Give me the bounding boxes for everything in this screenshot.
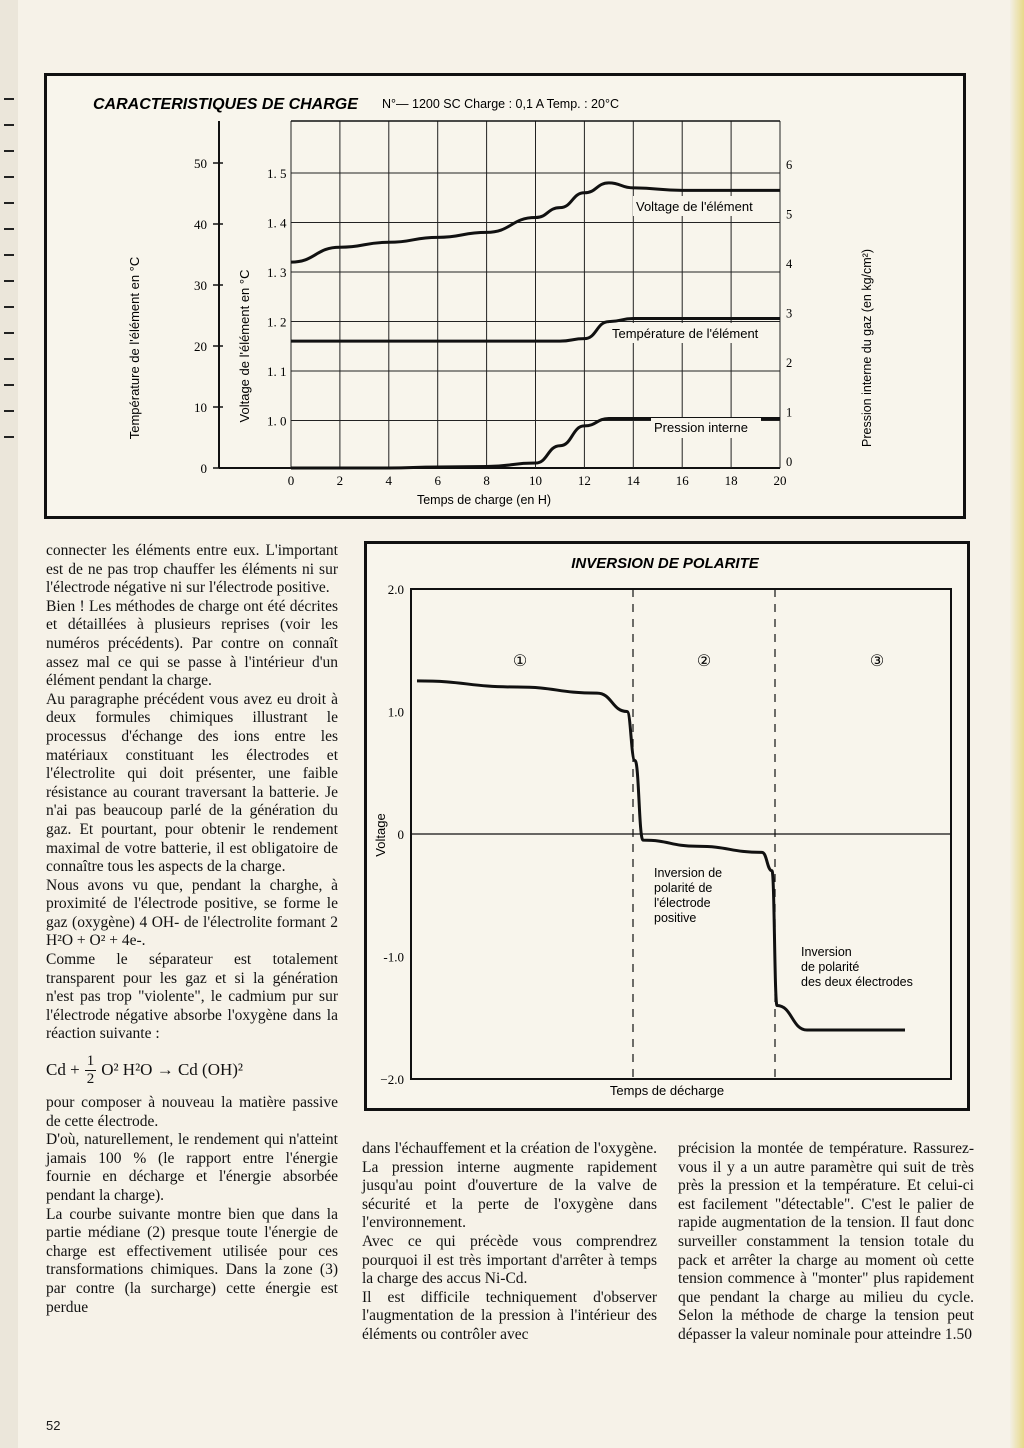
time-tick-label: 20 — [773, 473, 787, 488]
charge-characteristics-figure — [44, 73, 966, 519]
annotation-line: des deux électrodes — [801, 975, 913, 989]
text-column-3 — [678, 1140, 974, 1345]
fraction-denominator: 2 — [86, 1071, 95, 1088]
voltage-tick-label: 1. 1 — [267, 364, 287, 379]
voltage-tick-label: -1.0 — [383, 949, 404, 965]
chemical-formula — [46, 1053, 338, 1088]
paragraph: dans l'échauffement et la création de l'oxygène. La pression interne augmente rapidement jusqu'au point d'ouverture de la valve de sécurité et la perte de l'oxygène dans l'environnement. — [362, 1140, 657, 1232]
figure1-subtitle: N°— 1200 SC Charge : 0,1 A Temp. : 20°C — [382, 97, 619, 111]
paragraph: Au paragraphe précédent vous avez eu droit à deux formules chimiques illustrant le processus d'échange des ions entre les matériaux constituant les électrodes et l'électrolite qui doit présenter, une faible résistance au courant traversant la batterie. Je n'ai pas beaucoup parlé de la génération du gaz. Et pourtant, pour obtenir le rendement maximal de votre batterie, il est obligatoire de connaître tous les aspects de la charge. — [46, 690, 338, 876]
right-margin-strip — [1010, 0, 1024, 1448]
margin-tick — [4, 332, 14, 334]
x-axis-label: Temps de charge (en H) — [416, 493, 552, 507]
time-tick-label: 0 — [287, 473, 295, 488]
time-tick-label: 18 — [724, 473, 738, 488]
margin-tick — [4, 228, 14, 230]
temperature-tick-label: 20 — [194, 339, 207, 354]
pressure-tick-label: 2 — [786, 356, 793, 370]
paragraph: connecter les éléments entre eux. L'important est de ne pas trop chauffer les éléments ni sur l'électrode négative ni sur l'électrode positive. — [46, 542, 338, 597]
paragraph: pour composer à nouveau la matière passive de cette électrode. — [46, 1094, 338, 1130]
text-column-2 — [362, 1140, 657, 1345]
zone-label: ② — [696, 653, 712, 670]
voltage-series-label: Voltage de l'élément — [636, 199, 753, 214]
paragraph: D'où, naturellement, le rendement qui n'atteint jamais 100 % (le rapport entre l'énergie fournie en décharge et l'énergie absorbée pendant la charge). — [46, 1131, 338, 1204]
margin-tick — [4, 436, 14, 438]
margin-tick — [4, 358, 14, 360]
formula-post: O² H²O → Cd (OH)² — [101, 1060, 244, 1080]
voltage-tick-label: 1. 5 — [267, 166, 287, 181]
margin-tick — [4, 280, 14, 282]
paragraph: Nous avons vu que, pendant la charghe, à proximité de l'électrode positive, se forme le gaz (oxygène) 4 OH- de l'électrolite formant 2 H²O + O² + 4e-. — [46, 876, 338, 950]
temperature-axis-label: Température de l'élément en °C — [127, 256, 142, 440]
voltage-tick-label: −2.0 — [380, 1072, 404, 1087]
left-margin-strip — [0, 0, 18, 1448]
figure2-y-label: Voltage — [373, 813, 388, 857]
margin-tick — [4, 410, 14, 412]
voltage-ticks — [267, 166, 287, 429]
time-ticks — [288, 473, 787, 488]
time-tick-label: 10 — [529, 473, 542, 488]
time-tick-label: 2 — [336, 473, 344, 488]
pressure-tick-label: 4 — [786, 257, 793, 271]
annotation-line: polarité de — [654, 881, 713, 895]
time-tick-label: 6 — [434, 473, 441, 488]
zone-label: ③ — [869, 653, 885, 670]
time-tick-label: 8 — [483, 473, 490, 488]
pressure-axis-label: Pression interne du gaz (en kg/cm²) — [860, 248, 874, 448]
voltage-tick-label: 0 — [397, 827, 404, 842]
margin-tick — [4, 306, 14, 308]
pressure-tick-label: 3 — [786, 306, 793, 321]
temperature-tick-label: 40 — [194, 217, 207, 232]
voltage-tick-label: 1. 0 — [267, 413, 287, 429]
paragraph: précision la montée de température. Rassurez-vous il y a un autre paramètre qui suit de très près la pression et la température. Et celui-ci est facilement "détectable". C'est le palier de rapide augmentation de la tension. Il faut donc surveiller constamment la tension totale du pack et arrêter la charge au moment où cette tension commence à "monter" plus rapidement que pendant la charge au milieu du cycle. Selon la méthode de charge la tension peut dépasser la valeur nominale pour atteindre 1.50 — [678, 1140, 974, 1343]
figure2-x-label: Temps de décharge — [609, 1083, 725, 1098]
figure2-title: INVERSION DE POLARITE — [571, 555, 759, 572]
voltage-ticks — [380, 582, 951, 1087]
voltage-tick-label: 2.0 — [387, 582, 404, 597]
paragraph: Il est difficile techniquement d'observer l'augmentation de la pression à l'intérieur des éléments ou contrôler avec — [362, 1288, 657, 1343]
margin-tick — [4, 150, 14, 152]
fraction-numerator: 1 — [86, 1053, 95, 1070]
pressure-series-label: Pression interne — [654, 420, 748, 435]
paragraph: La courbe suivante montre bien que dans la partie médiane (2) presque toute l'énergie de charge est effectivement utilisée pour ces transformations chimiques. Dans la zone (3) par contre (la surcharge) cette énergie est perdue — [46, 1205, 338, 1316]
pressure-tick-label: 0 — [786, 455, 793, 469]
annotation-line: positive — [654, 911, 697, 925]
pressure-tick-label: 1 — [786, 405, 793, 420]
annotation-line: Inversion de — [654, 866, 723, 880]
polarity-chart — [367, 544, 967, 1108]
temperature-series-label: Température de l'élément — [612, 326, 759, 341]
paragraph: Bien ! Les méthodes de charge ont été décrites et détaillées à plusieurs reprises (voir les numéros précédents). Par contre on connaît assez mal ce qui se passe à l'intérieur d'un élément pendant la charge. — [46, 597, 338, 690]
zone-label: ① — [512, 653, 528, 670]
annotation-line: de polarité — [801, 960, 860, 974]
pressure-tick-label: 6 — [786, 158, 793, 172]
temperature-tick-label: 50 — [194, 156, 207, 171]
voltage-tick-label: 1.0 — [387, 704, 404, 720]
text-column-1 — [46, 542, 338, 1317]
annotation-line: l'électrode — [654, 896, 711, 910]
temperature-tick-label: 30 — [194, 278, 207, 293]
voltage-tick-label: 1. 2 — [267, 314, 287, 330]
charge-chart — [47, 76, 963, 516]
margin-tick — [4, 124, 14, 126]
temperature-tick-label: 10 — [194, 400, 207, 415]
time-tick-label: 4 — [385, 473, 393, 488]
annotation-both-inversion — [801, 945, 913, 989]
pressure-tick-label: 5 — [786, 207, 793, 222]
voltage-axis-label: Voltage de l'élément en °C — [237, 269, 252, 423]
time-tick-label: 12 — [577, 473, 591, 488]
voltage-tick-label: 1. 4 — [267, 215, 287, 231]
margin-tick — [4, 202, 14, 204]
margin-tick — [4, 254, 14, 256]
margin-tick — [4, 384, 14, 386]
temperature-tick-label: 0 — [200, 461, 207, 476]
time-tick-label: 16 — [675, 473, 689, 488]
formula-pre: Cd + — [46, 1060, 80, 1080]
polarity-inversion-figure — [364, 541, 970, 1111]
voltage-tick-label: 1. 3 — [267, 265, 287, 280]
margin-tick — [4, 176, 14, 178]
margin-tick — [4, 98, 14, 100]
page-number: 52 — [46, 1418, 61, 1433]
paragraph: Avec ce qui précède vous comprendrez pourquoi il est très important d'arrêter à temps la charge des accus Ni-Cd. — [362, 1232, 657, 1288]
paragraph: Comme le séparateur est totalement transparent pour les gaz et si la génération n'est pas trop "violente", le cadmium pur sur l'électrode négative absorbe l'oxygène dans la réaction suivante : — [46, 951, 338, 1043]
annotation-line: Inversion — [801, 945, 852, 959]
formula-fraction — [85, 1053, 97, 1088]
time-tick-label: 14 — [626, 473, 640, 488]
figure1-title: CARACTERISTIQUES DE CHARGE — [93, 96, 358, 113]
pressure-ticks — [786, 158, 793, 469]
annotation-positive-inversion — [654, 866, 722, 925]
chart-grid — [291, 121, 780, 468]
